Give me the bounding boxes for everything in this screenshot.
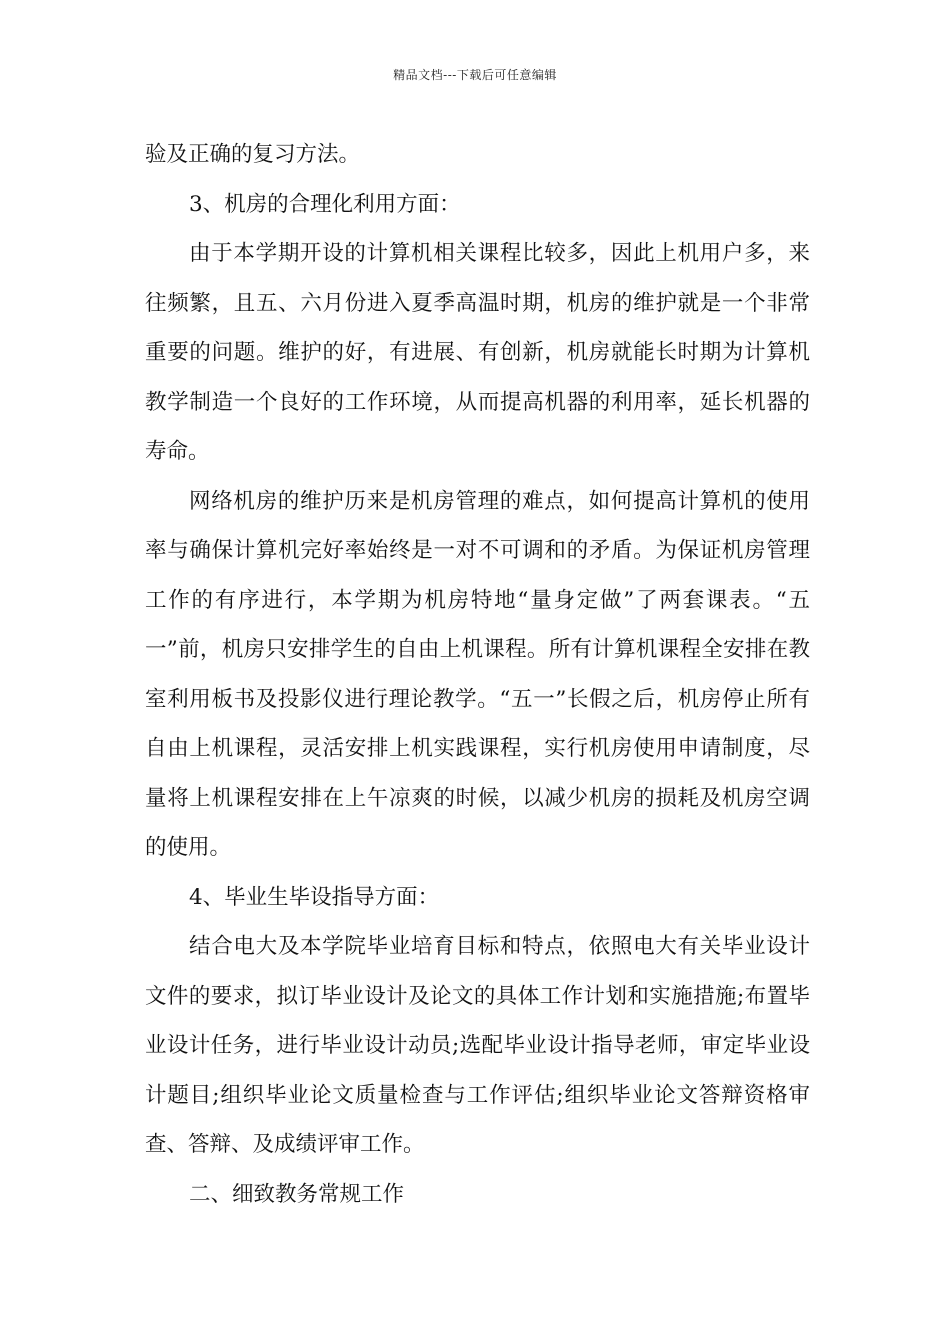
- paragraph-1: 验及正确的复习方法。: [145, 142, 361, 167]
- paragraph-graduation-design: 结合电大及本学院毕业培育目标和特点，依照电大有关毕业设计文件的要求，拟订毕业设计及论文的具体工作计划和实施措施;布置毕业设计任务，进行毕业设计动员;选配毕业设计指导老师，审定毕业设计题目;组织毕业论文质量检查与工作评估;组织毕业论文答辩资格审查、答辩、及成绩评审工作。: [145, 934, 810, 1157]
- section-heading-graduation-design: 4、毕业生毕设指导方面：: [189, 884, 440, 910]
- paragraph-computer-room-maintenance: 由于本学期开设的计算机相关课程比较多，因此上机用户多，来往频繁，且五、六月份进入夏季高温时期，机房的维护就是一个非常重要的问题。维护的好，有进展、有创新，机房就能长时期为计算机教学制造一个良好的工作环境，从而提高机器的利用率，延长机器的寿命。: [145, 241, 810, 464]
- paragraph-network-room-schedule: 网络机房的维护历来是机房管理的难点，如何提高计算机的使用率与确保计算机完好率始终是一对不可调和的矛盾。为保证机房管理工作的有序进行，本学期为机房特地“量身定做”了两套课表。“五一”前，机房只安排学生的自由上机课程。所有计算机课程全安排在教室利用板书及投影仪进行理论教学。“五一”长假之后，机房停止所有自由上机课程，灵活安排上机实践课程，实行机房使用申请制度，尽量将上机课程安排在上午凉爽的时候，以减少机房的损耗及机房空调的使用。: [145, 488, 810, 860]
- section-heading-computer-room: 3、机房的合理化利用方面：: [189, 191, 461, 217]
- running-header: 精品文档---下载后可任意编辑: [393, 68, 557, 82]
- document-body: [145, 130, 810, 1219]
- section-heading-routine-work: 二、细致教务常规工作: [189, 1181, 405, 1207]
